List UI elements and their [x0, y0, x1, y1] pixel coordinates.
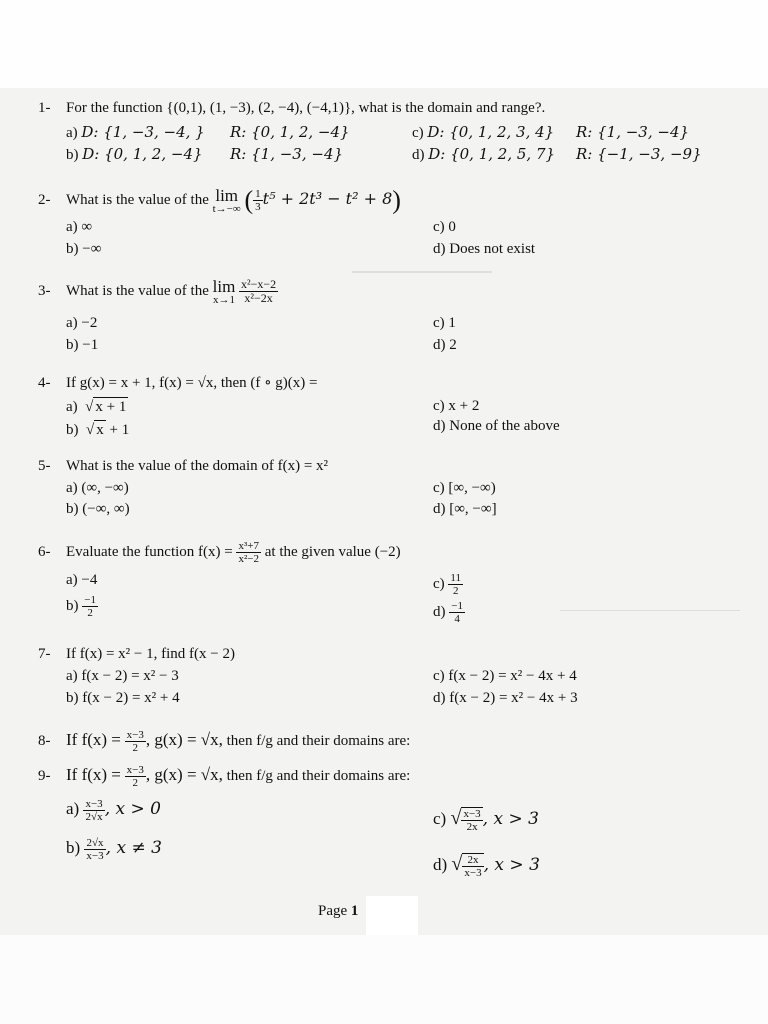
question-text: If f(x) = x² − 1, find f(x − 2): [66, 646, 235, 662]
option-b: [66, 594, 98, 619]
option-d: [433, 600, 465, 625]
question-number: 1-: [38, 100, 51, 116]
option-c: c) [∞, −∞): [433, 480, 496, 496]
question-number: 5-: [38, 458, 51, 474]
option-range: R: {1, −3, −4}: [576, 123, 690, 141]
option-c-range: [576, 123, 689, 142]
option-a: a) −2: [66, 315, 98, 331]
fraction-numerator: 1: [255, 188, 261, 201]
fraction-denominator: x−3: [86, 849, 104, 862]
question-text: If f(x) =: [66, 765, 121, 784]
radical-sign: √: [450, 807, 462, 829]
option-a-range: [230, 123, 350, 142]
option-tail: , x > 3: [482, 809, 539, 829]
option-b: [66, 145, 203, 164]
option-b-range: [230, 145, 343, 164]
option-range: R: {1, −3, −4}: [230, 145, 344, 163]
question-5: [38, 457, 328, 475]
option-d: d) f(x − 2) = x² − 4x + 3: [433, 690, 578, 706]
function-fraction: [236, 540, 261, 565]
limit-word: lim: [215, 185, 239, 205]
question-number: 7-: [38, 646, 51, 662]
fraction-numerator: 2x: [462, 854, 483, 867]
fraction-numerator: 11: [450, 572, 461, 584]
option-b: b) (−∞, ∞): [66, 501, 130, 517]
question-number: 8-: [38, 733, 51, 749]
option-tail: , x ≠ 3: [105, 838, 162, 858]
option-c: c) x + 2: [433, 398, 480, 414]
page-footer: [318, 903, 358, 920]
fraction-numerator: x²−x−2: [241, 277, 277, 292]
question-6: [38, 537, 401, 567]
fraction-numerator: x³+7: [238, 540, 259, 553]
radical-sign: √: [86, 422, 95, 438]
option-label: a): [66, 799, 80, 818]
option-a: a) (∞, −∞): [66, 480, 129, 496]
open-paren: (: [244, 185, 254, 215]
question-text: What is the value of the: [66, 283, 209, 299]
option-d: d) [∞, −∞]: [433, 501, 497, 517]
question-text-tail: then f/g and their domains are:: [226, 733, 411, 749]
option-a: a) f(x − 2) = x² − 3: [66, 668, 179, 684]
question-text: What is the value of the: [66, 192, 209, 208]
option-b: [66, 420, 129, 439]
question-number: 3-: [38, 283, 51, 299]
option-tail: , x > 0: [104, 799, 161, 819]
fraction-numerator: x−3: [126, 764, 144, 777]
question-text: For the function {(0,1), (1, −3), (2, −4), (−4,1)}, what is the domain and range?.: [66, 100, 546, 116]
option-b: b) −∞: [66, 241, 102, 257]
option-b: b) −1: [66, 337, 99, 353]
option-fraction: [448, 572, 463, 597]
radicand: x: [96, 422, 104, 438]
option-domain: D: {0, 1, 2, −4}: [82, 145, 203, 163]
fraction-numerator: x−3: [463, 808, 481, 821]
option-d: d) Does not exist: [433, 241, 536, 257]
question-text: What is the value of the domain of f(x) = x²: [66, 458, 329, 474]
option-c: c) 0: [433, 219, 456, 235]
question-1: [38, 99, 545, 117]
fraction-denominator: x²−2: [238, 553, 259, 566]
fraction-denominator: x−3: [464, 867, 482, 880]
option-label: d): [412, 147, 425, 163]
page-tab: [366, 896, 418, 935]
fraction-denominator: 3: [255, 201, 261, 214]
polynomial: t⁵ + 2t³ − t² + 8: [262, 189, 393, 208]
option-d: [433, 849, 540, 880]
fraction-denominator: 2: [87, 607, 93, 619]
question-text-mid: , g(x) = √x,: [145, 730, 223, 749]
option-label: b): [66, 422, 79, 438]
option-label: b): [66, 597, 79, 614]
option-tail: , x > 3: [483, 855, 540, 875]
question-text-tail: at the given value (−2): [264, 544, 401, 560]
question-number: 4-: [38, 375, 51, 391]
question-text-tail: then f/g and their domains are:: [226, 768, 411, 784]
question-number: 6-: [38, 544, 51, 560]
question-text: Evaluate the function f(x) =: [66, 544, 233, 560]
option-c: [412, 123, 554, 142]
option-domain: D: {0, 1, 2, 5, 7}: [428, 145, 556, 163]
option-label: c): [433, 575, 445, 592]
option-d: d) None of the above: [433, 418, 560, 434]
question-text-mid: , g(x) = √x,: [145, 765, 223, 784]
page-number: 1: [350, 903, 359, 919]
fraction-denominator: 2√x: [85, 810, 103, 823]
limit-subscript: x→1: [212, 293, 235, 306]
option-a: a) ∞: [66, 219, 93, 235]
question-9: [38, 760, 410, 791]
option-domain: D: {1, −3, −4, }: [81, 123, 205, 141]
limit-subscript: t→−∞: [212, 202, 241, 215]
option-range: R: {0, 1, 2, −4}: [230, 123, 350, 141]
option-label: d): [433, 855, 448, 874]
limit-word: lim: [212, 276, 236, 296]
option-label: b): [66, 838, 81, 857]
question-2: [38, 184, 401, 216]
option-d: d) 2: [433, 337, 457, 353]
question-3: [38, 276, 278, 306]
coefficient-fraction: [253, 188, 263, 213]
fraction-numerator: x−3: [85, 797, 103, 810]
function-fraction: [125, 764, 146, 789]
fraction-denominator: 2: [132, 777, 139, 790]
fraction-denominator: 2: [132, 742, 139, 755]
question-4: [38, 374, 317, 392]
option-label: c): [412, 125, 424, 141]
option-c: [433, 572, 463, 597]
radical-sign: √: [85, 399, 94, 415]
option-label: b): [66, 147, 79, 163]
option-c: [433, 803, 539, 834]
limit-fraction: [239, 278, 278, 305]
fraction-denominator: 4: [454, 613, 460, 625]
fraction-numerator: −1: [84, 594, 96, 606]
question-text: If g(x) = x + 1, f(x) = √x, then (f ∘ g)(x) =: [66, 375, 318, 391]
option-label: a): [66, 125, 78, 141]
option-tail: + 1: [105, 422, 130, 438]
page-bottom-margin: [0, 935, 768, 1024]
option-b: b) f(x − 2) = x² + 4: [66, 690, 180, 706]
fraction-numerator: 2√x: [84, 837, 105, 850]
close-paren: ): [392, 185, 401, 215]
page-top-margin: [0, 0, 768, 88]
limit-expression: [213, 278, 236, 306]
fraction-denominator: 2: [452, 585, 459, 597]
option-fraction: [82, 594, 98, 619]
option-label: c): [433, 809, 447, 828]
option-a: [66, 397, 128, 416]
option-d-range: [576, 145, 702, 164]
option-a: [66, 123, 205, 142]
question-7: [38, 645, 235, 663]
option-fraction: [449, 600, 465, 625]
question-number: 9-: [38, 768, 51, 784]
fraction-numerator: x−3: [126, 729, 144, 742]
option-c: c) 1: [433, 315, 456, 331]
function-fraction: [125, 729, 146, 754]
option-domain: D: {0, 1, 2, 3, 4}: [427, 123, 555, 141]
option-fraction: [83, 798, 104, 823]
page-label: Page: [318, 903, 348, 919]
option-range: R: {−1, −3, −9}: [576, 145, 702, 163]
question-number: 2-: [38, 192, 51, 208]
fraction-denominator: 2x: [466, 821, 478, 834]
option-c: c) f(x − 2) = x² − 4x + 4: [433, 668, 577, 684]
question-8: [38, 725, 410, 756]
option-a: a) −4: [66, 572, 98, 588]
radicand: x + 1: [95, 399, 127, 415]
option-a: [66, 795, 161, 823]
bleed-through-mark: [352, 257, 492, 273]
fraction-numerator: −1: [451, 600, 463, 612]
option-d: [412, 145, 555, 164]
option-label: d): [433, 603, 446, 620]
bleed-through-mark: [560, 600, 740, 611]
option-fraction: [84, 837, 105, 862]
radical-sign: √: [451, 853, 463, 875]
question-text: If f(x) =: [66, 730, 121, 749]
option-b: [66, 834, 162, 862]
fraction-denominator: x²−2x: [244, 291, 273, 306]
option-label: a): [66, 399, 78, 415]
option-fraction: [461, 807, 482, 833]
option-fraction: [462, 853, 483, 879]
limit-expression: [213, 187, 241, 215]
